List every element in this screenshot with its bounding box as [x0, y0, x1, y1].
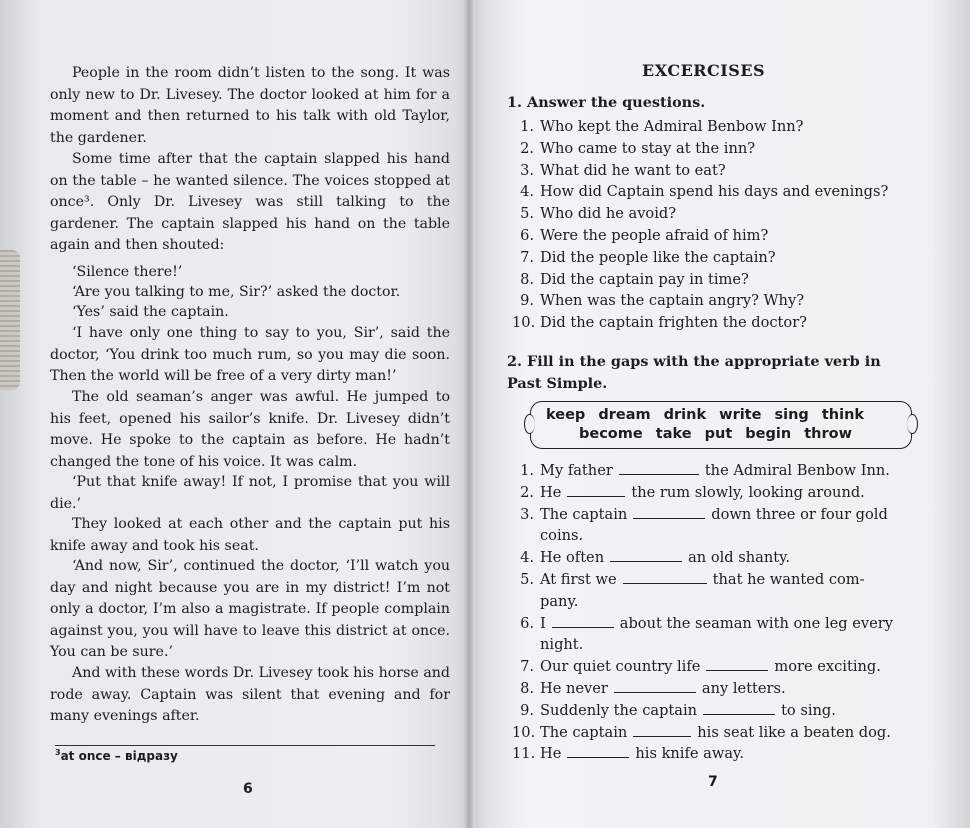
- item-number: 5.: [520, 570, 534, 588]
- gap-fill-item: [512, 504, 893, 548]
- item-number: 10.: [512, 723, 536, 741]
- question-number: 6.: [520, 226, 534, 244]
- gap-fill-item: [512, 613, 893, 657]
- question-number: 9.: [520, 292, 534, 310]
- paragraph: [50, 149, 450, 257]
- item-text-after: his seat like a beaten dog.: [697, 723, 891, 741]
- question-number: 7.: [520, 248, 534, 266]
- gap-fill-item: [512, 656, 893, 678]
- item-number: 7.: [520, 658, 534, 676]
- gap-fill-item: [512, 700, 893, 722]
- item-text-before: The captain: [540, 505, 628, 523]
- gap-fill-item: [512, 460, 893, 482]
- page-edge-binding: [0, 250, 20, 390]
- question-item: [512, 247, 888, 269]
- question-number: 8.: [520, 270, 534, 288]
- item-text-after: an old shanty.: [688, 549, 791, 567]
- item-text-after: the rum slowly, looking around.: [631, 483, 865, 501]
- blank-line[interactable]: [706, 656, 768, 671]
- question-number: 2.: [520, 139, 534, 157]
- item-number: 4.: [520, 549, 534, 567]
- item-text-after: any letters.: [701, 679, 786, 697]
- question-text: Who did he avoid?: [540, 205, 677, 223]
- page-number: 6: [243, 781, 253, 797]
- paragraph: ‘Put that knife away! If not, I promise that you will die.’: [50, 474, 450, 512]
- item-number: 6.: [520, 614, 534, 632]
- item-text-after: about the seaman with one leg every: [619, 614, 893, 632]
- question-item: [512, 269, 888, 291]
- item-text-after: the Admiral Benbow Inn.: [704, 462, 890, 479]
- gap-fill-item: [512, 547, 893, 569]
- item-number: 11.: [512, 745, 536, 763]
- question-text: When was the captain angry? Why?: [540, 292, 805, 310]
- gap-fill-item: [512, 743, 893, 765]
- paragraph: ‘Yes’ said the captain.: [72, 304, 229, 320]
- footnote: $^3$at once – відразу: [55, 748, 178, 763]
- blank-line[interactable]: [619, 460, 699, 475]
- left-page: [20, 0, 463, 828]
- word-box-row: keep dream drink write sing think: [546, 407, 865, 423]
- question-text: Were the people afraid of him?: [540, 226, 769, 244]
- gap-fill-item: [512, 569, 893, 613]
- page-number: 7: [708, 774, 718, 790]
- gap-fill-list: [512, 460, 893, 765]
- item-text-before: He: [540, 483, 562, 501]
- book-gutter: [463, 0, 475, 828]
- item-continuation: pany.: [540, 592, 579, 610]
- item-text-before: At first we: [540, 570, 617, 588]
- blank-line[interactable]: [633, 722, 691, 737]
- blank-line[interactable]: [614, 678, 696, 693]
- paragraph: ‘And now, Sir’, continued the doctor, ‘I’ll watch you day and night because you are in my district! I’m not only a doctor, I’m also a magistrate. If people complain against you, you will have to leave this district at once. You can be sure.’: [50, 558, 450, 661]
- item-text-after: that he wanted com-: [712, 570, 865, 588]
- item-text-after: down three or four gold: [711, 505, 888, 523]
- item-number: 1.: [520, 462, 534, 479]
- blank-line[interactable]: [567, 482, 625, 497]
- question-item: [512, 160, 888, 182]
- item-text-before: He often: [540, 549, 605, 567]
- item-text-before: My father: [540, 462, 613, 479]
- exercises-title: EXCERCISES: [642, 61, 766, 80]
- question-text: What did he want to eat?: [540, 161, 726, 179]
- task1-heading: 1. Answer the questions.: [507, 94, 706, 111]
- question-item: [512, 138, 888, 160]
- item-text-before: Our quiet country life: [540, 658, 701, 676]
- question-number: 1.: [520, 118, 534, 135]
- question-item: [512, 116, 888, 138]
- paragraph: They looked at each other and the captain put his knife away and took his seat.: [50, 516, 450, 554]
- item-text-before: The captain: [540, 723, 628, 741]
- item-text-after: to sing.: [781, 701, 836, 719]
- right-page: [482, 0, 950, 828]
- item-text-before: He: [540, 745, 562, 763]
- paragraph-text: Some time after that the captain slapped his hand on the table – he wanted silence. The voices stopped at once³. Only Dr. Livesey was still talking to the gardener. The captain slapped his hand on the table again and then shouted:: [50, 151, 450, 254]
- task2-heading: 2. Fill in the gaps with the appropriate verb in Past Simple.: [507, 353, 881, 392]
- question-text: Did the people like the captain?: [540, 248, 776, 266]
- question-text: Did the captain frighten the doctor?: [540, 314, 807, 332]
- item-text-after: more exciting.: [774, 658, 881, 676]
- blank-line[interactable]: [552, 613, 614, 628]
- gap-fill-item: [512, 722, 893, 744]
- paragraph: The old seaman’s anger was awful. He jumped to his feet, opened his sailor’s knife. Dr. Livesey didn’t move. He spoke to the captain as before. He hadn’t changed the tone of his voice. It was calm.: [50, 389, 450, 470]
- blank-line[interactable]: [703, 700, 775, 715]
- question-text: Who came to stay at the inn?: [540, 139, 756, 157]
- word-box: [530, 401, 912, 449]
- item-continuation: night.: [540, 636, 584, 654]
- question-text: How did Captain spend his days and evenings?: [540, 183, 889, 201]
- item-text-before: I: [540, 614, 546, 632]
- item-number: 8.: [520, 679, 534, 697]
- item-text-before: Suddenly the captain: [540, 701, 698, 719]
- question-number: 4.: [520, 183, 534, 201]
- question-item: [512, 203, 888, 225]
- item-number: 2.: [520, 483, 534, 501]
- item-text-after: his knife away.: [635, 745, 744, 763]
- question-item: [512, 225, 888, 247]
- gap-fill-item: [512, 678, 893, 700]
- footnote-rule: [55, 745, 435, 746]
- item-number: 9.: [520, 701, 534, 719]
- paragraph: ‘I have only one thing to say to you, Sir’, said the doctor, ‘You drink too much rum, so you may die soon. Then the world will be free of a very dirty man!’: [50, 325, 450, 385]
- question-item: [512, 290, 888, 312]
- question-text: Did the captain pay in time?: [540, 270, 749, 288]
- item-text-before: He never: [540, 679, 608, 697]
- paragraph: People in the room didn’t listen to the song. It was only new to Dr. Livesey. The doctor looked at him for a moment and then returned to his talk with old Taylor, the gardener.: [50, 65, 450, 146]
- paragraph: ‘Silence there!’: [72, 264, 183, 280]
- paragraph: And with these words Dr. Livesey took his horse and rode away. Captain was silent that evening and for many evenings after.: [50, 665, 450, 725]
- question-number: 5.: [520, 205, 534, 223]
- blank-line[interactable]: [567, 743, 629, 758]
- question-item: [512, 181, 888, 203]
- word-box-row: become take put begin throw: [579, 426, 852, 442]
- item-number: 3.: [520, 505, 534, 523]
- item-continuation: coins.: [540, 527, 584, 545]
- gap-fill-item: [512, 482, 893, 504]
- question-text: Who kept the Admiral Benbow Inn?: [540, 118, 804, 135]
- blank-line[interactable]: [633, 504, 705, 519]
- paragraph: ‘Are you talking to me, Sir?’ asked the doctor.: [72, 284, 401, 300]
- question-item: [512, 312, 888, 334]
- questions-list: [512, 116, 888, 334]
- question-number: 3.: [520, 161, 534, 179]
- question-number: 10.: [512, 314, 536, 332]
- blank-line[interactable]: [610, 547, 682, 562]
- blank-line[interactable]: [623, 569, 707, 584]
